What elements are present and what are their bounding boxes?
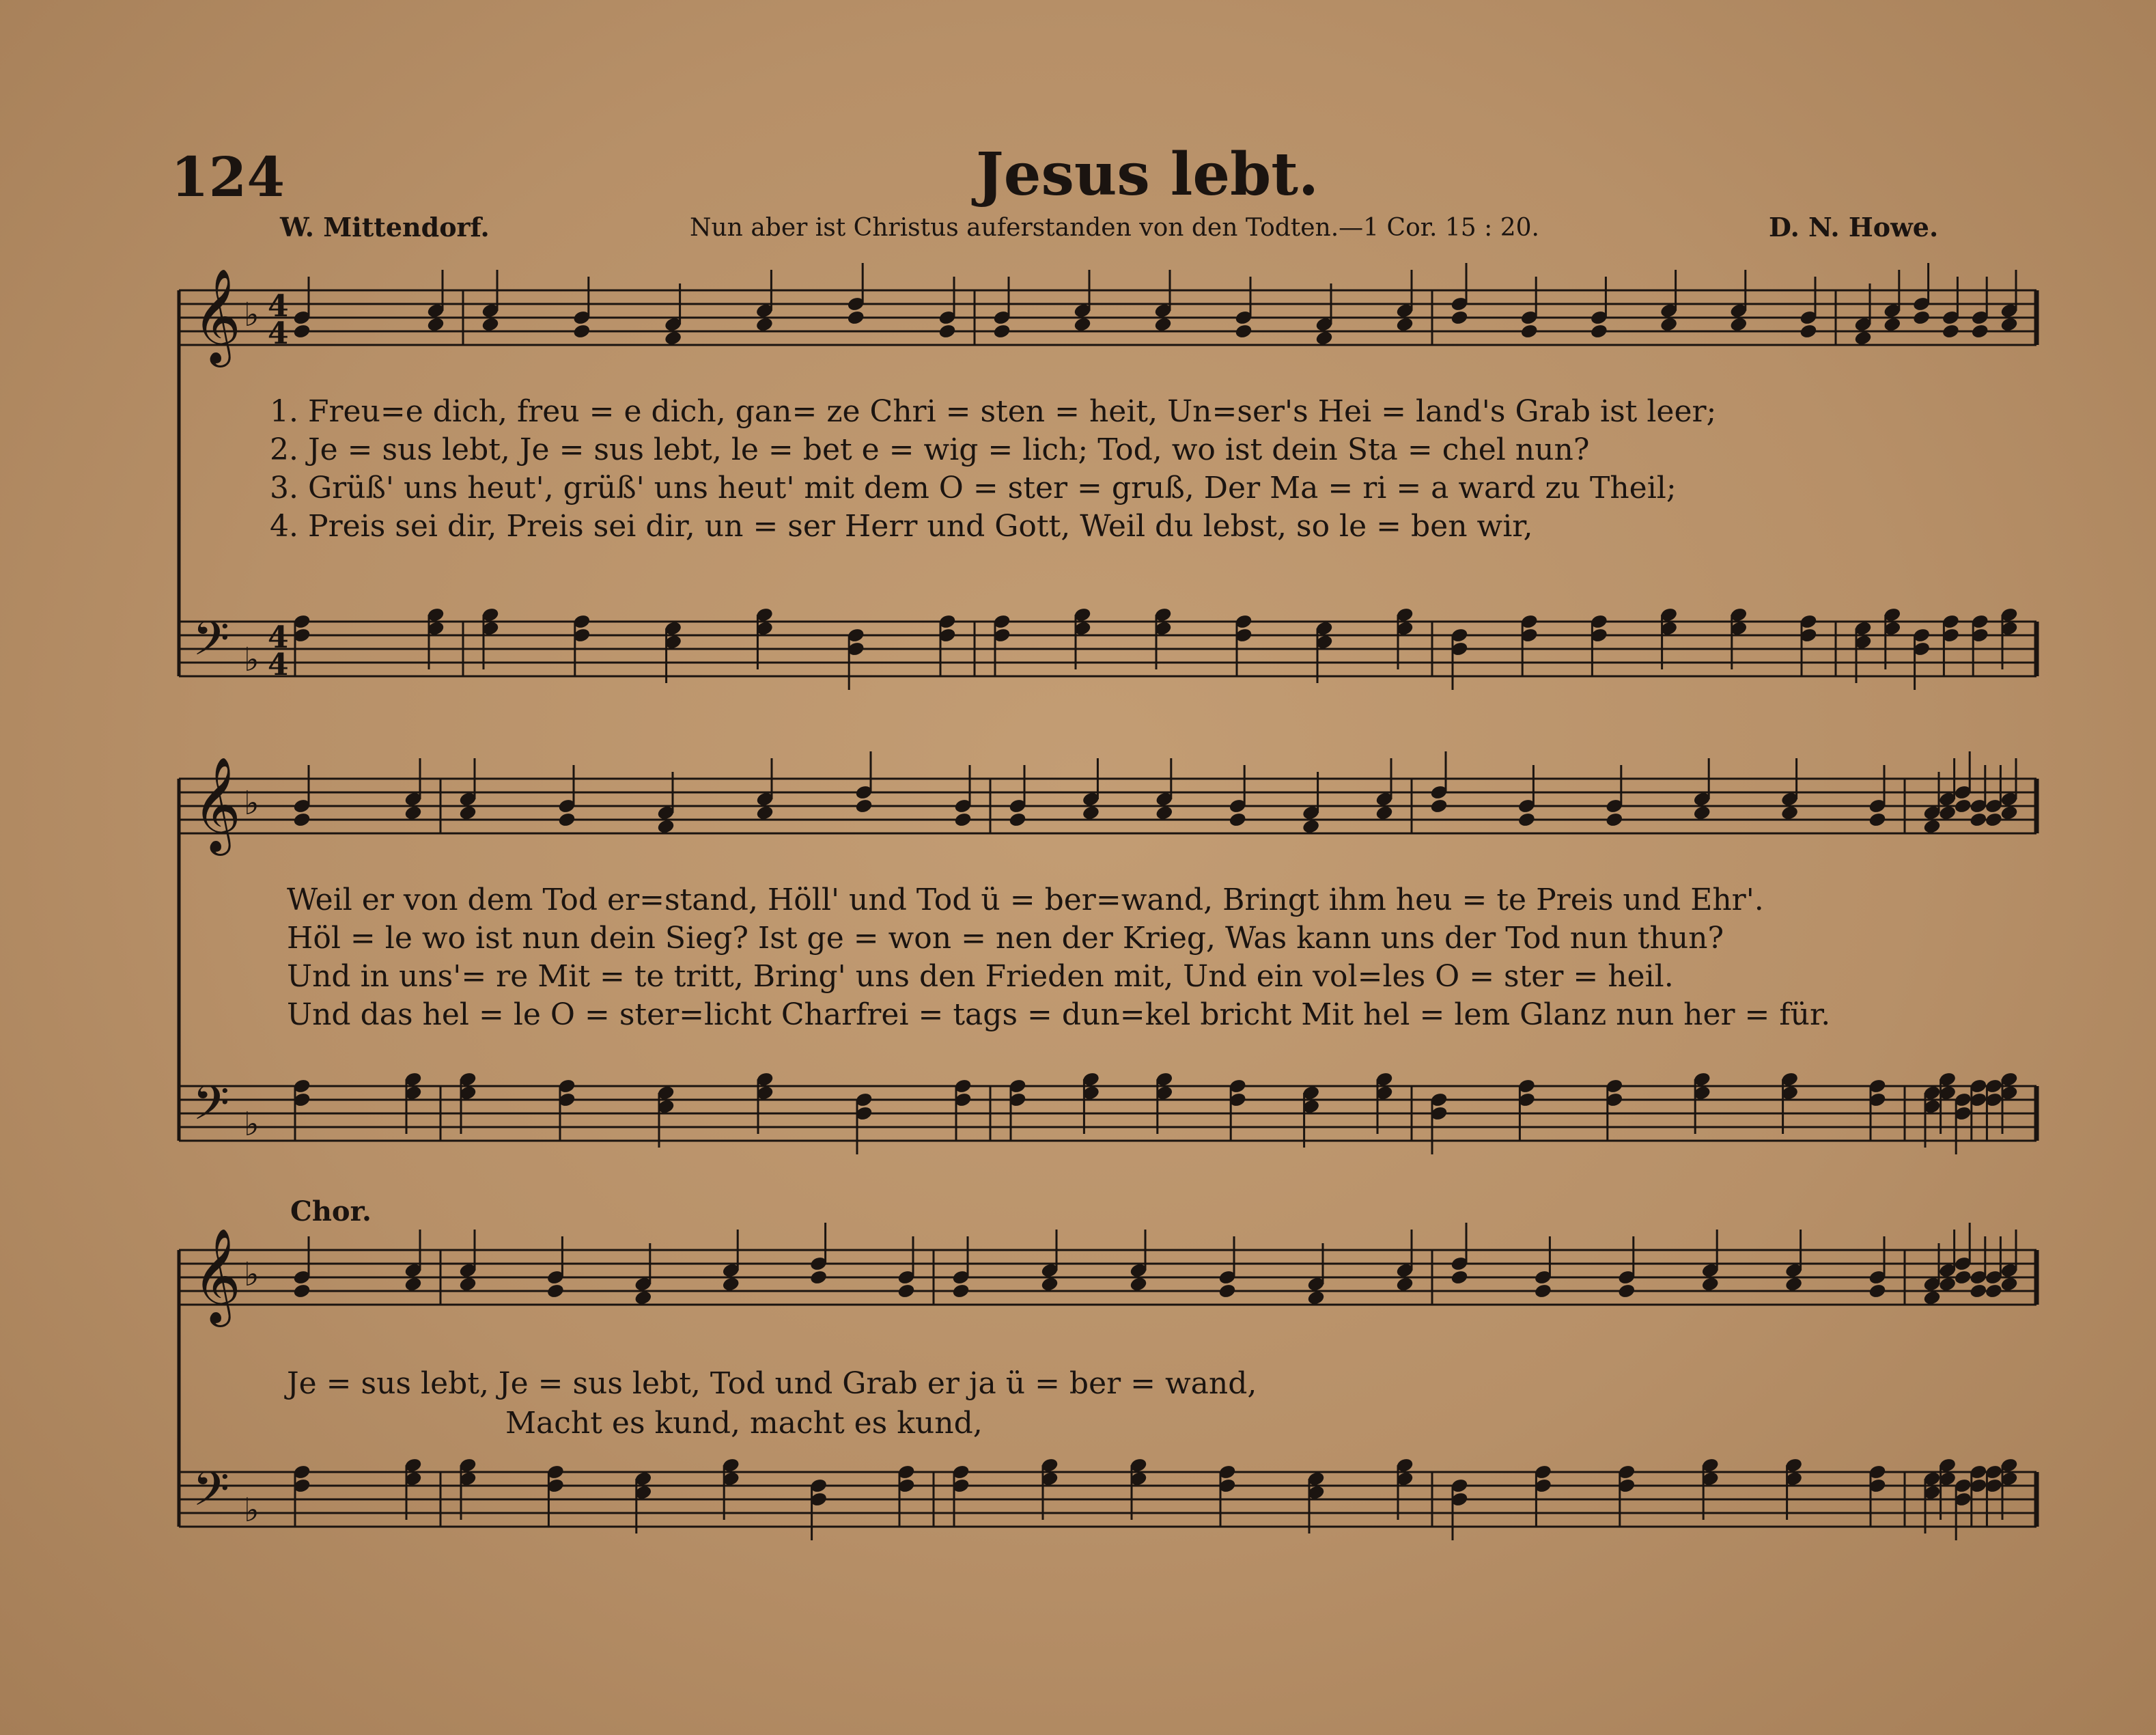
- notehead: [952, 1283, 970, 1299]
- notehead: [459, 805, 477, 821]
- notehead: [1430, 799, 1448, 814]
- verse-1-line-1: 1. Freu=e dich, freu = e dich, gan= ze Chri = sten = heit, Un=ser's Hei = land's Grab ist leer;: [270, 394, 1717, 429]
- chorus-lyric-line-2: Macht es kund, macht es kund,: [505, 1406, 983, 1441]
- notehead: [1534, 1283, 1552, 1299]
- time-signature: 4: [268, 316, 289, 351]
- scripture-epigraph: Nun aber ist Christus auferstanden von den Todten.—1 Cor. 15 : 20.: [690, 214, 1539, 242]
- composer-credit: W. Mittendorf.: [280, 212, 490, 242]
- notehead: [459, 1277, 477, 1292]
- notehead: [1235, 324, 1252, 339]
- notehead: [855, 799, 873, 814]
- notehead: [897, 1283, 915, 1299]
- notehead: [1074, 317, 1091, 333]
- notehead: [847, 310, 865, 326]
- treble-clef-icon: 𝄞: [193, 1228, 241, 1323]
- verse-3-line-1: 3. Grüß' uns heut', grüß' uns heut' mit dem O = ster = gruß, Der Ma = ri = a ward zu Theil;: [270, 471, 1677, 505]
- notehead: [1730, 317, 1748, 333]
- notehead: [755, 317, 773, 333]
- notehead: [993, 324, 1011, 339]
- notehead: [1618, 1283, 1636, 1299]
- flat-icon: ♭: [244, 1105, 260, 1143]
- flat-icon: ♭: [244, 784, 260, 822]
- notehead: [657, 819, 675, 835]
- author-credit: D. N. Howe.: [1769, 212, 1939, 242]
- notehead: [1913, 310, 1931, 326]
- notehead: [756, 805, 774, 821]
- notehead: [1970, 1283, 1987, 1299]
- notehead: [664, 331, 682, 346]
- notehead: [1868, 1283, 1886, 1299]
- notehead: [1606, 812, 1623, 828]
- notehead: [954, 812, 972, 828]
- notehead: [1396, 317, 1414, 333]
- notehead: [1800, 324, 1817, 339]
- bass-clef-icon: 𝄢: [193, 611, 230, 678]
- notehead: [573, 324, 591, 339]
- treble-clef-icon: 𝄞: [193, 268, 241, 363]
- notehead: [1375, 805, 1393, 821]
- hymn-number: 124: [171, 145, 285, 209]
- flat-icon: ♭: [244, 1491, 260, 1529]
- verse-2-line-2: Höl = le wo ist nun dein Sieg? Ist ge = won = nen der Krieg, Was kann uns der Tod nun thun?: [287, 921, 1724, 956]
- verse-4-line-2: Und das hel = le O = ster=licht Charfrei = tags = dun=kel bricht Mit hel = lem Glanz nun her = für.: [287, 997, 1831, 1032]
- notehead: [1451, 1270, 1468, 1286]
- chorus-label: Chor.: [290, 1195, 372, 1227]
- time-signature: 4: [268, 648, 289, 682]
- notehead: [558, 812, 576, 828]
- notehead: [1970, 812, 1987, 828]
- notehead: [293, 812, 311, 828]
- notehead: [1939, 805, 1957, 821]
- notehead: [1229, 812, 1246, 828]
- notehead: [1009, 812, 1026, 828]
- verse-1-line-2: Weil er von dem Tod er=stand, Höll' und Tod ü = ber=wand, Bringt ihm heu = te Preis und Ehr'.: [287, 883, 1764, 917]
- notehead: [1307, 1290, 1325, 1306]
- notehead: [1693, 805, 1711, 821]
- notehead: [1985, 1283, 2002, 1299]
- verse-2-line-1: 2. Je = sus lebt, Je = sus lebt, le = bet e = wig = lich; Tod, wo ist dein Sta = chel nun?: [270, 432, 1590, 467]
- notehead: [1923, 1290, 1941, 1306]
- notehead: [404, 1277, 422, 1292]
- notehead: [1660, 317, 1678, 333]
- notehead: [1985, 812, 2002, 828]
- hymn-title: Jesus lebt.: [976, 140, 1319, 209]
- notehead: [293, 324, 311, 339]
- notehead: [2000, 317, 2018, 333]
- notehead: [1884, 317, 1901, 333]
- verse-3-line-2: Und in uns'= re Mit = te tritt, Bring' uns den Frieden mit, Und ein vol=les O = ster = heil.: [287, 959, 1674, 994]
- notehead: [1451, 310, 1468, 326]
- bass-clef-icon: 𝄢: [193, 1075, 230, 1142]
- notehead: [293, 1283, 311, 1299]
- notehead: [1939, 1277, 1957, 1292]
- notehead: [1854, 331, 1872, 346]
- time-signature: 4: [268, 620, 289, 655]
- notehead: [1218, 1283, 1236, 1299]
- notehead: [2000, 1277, 2018, 1292]
- notehead: [938, 324, 956, 339]
- notehead: [1954, 1270, 1972, 1286]
- notehead: [1315, 331, 1333, 346]
- notehead: [481, 317, 499, 333]
- verse-4-line-1: 4. Preis sei dir, Preis sei dir, un = ser Herr und Gott, Weil du lebst, so le = ben wir,: [270, 509, 1533, 544]
- notehead: [1396, 1277, 1414, 1292]
- bass-clef-icon: 𝄢: [193, 1461, 230, 1528]
- notehead: [1701, 1277, 1719, 1292]
- flat-icon: ♭: [244, 1255, 260, 1294]
- notehead: [810, 1270, 828, 1286]
- notehead: [634, 1290, 652, 1306]
- treble-clef-icon: 𝄞: [193, 757, 241, 852]
- notehead: [2000, 805, 2018, 821]
- notehead: [1923, 819, 1941, 835]
- notehead: [722, 1277, 740, 1292]
- flat-icon: ♭: [244, 641, 260, 679]
- notehead: [1041, 1277, 1059, 1292]
- notehead: [1942, 324, 1959, 339]
- notehead: [1785, 1277, 1803, 1292]
- notehead: [1156, 805, 1173, 821]
- notehead: [1082, 805, 1100, 821]
- notehead: [1954, 799, 1972, 814]
- notehead: [1154, 317, 1172, 333]
- chorus-lyric-line-1: Je = sus lebt, Je = sus lebt, Tod und Grab er ja ü = ber = wand,: [287, 1366, 1257, 1401]
- flat-icon: ♭: [244, 296, 260, 334]
- notehead: [1517, 812, 1535, 828]
- notehead: [546, 1283, 564, 1299]
- notehead: [1302, 819, 1320, 835]
- notehead: [404, 805, 422, 821]
- time-signature: 4: [268, 289, 289, 324]
- notehead: [1130, 1277, 1147, 1292]
- notehead: [1868, 812, 1886, 828]
- notehead: [1971, 324, 1989, 339]
- notehead: [1781, 805, 1799, 821]
- notehead: [1520, 324, 1538, 339]
- notehead: [427, 317, 445, 333]
- notehead: [1590, 324, 1608, 339]
